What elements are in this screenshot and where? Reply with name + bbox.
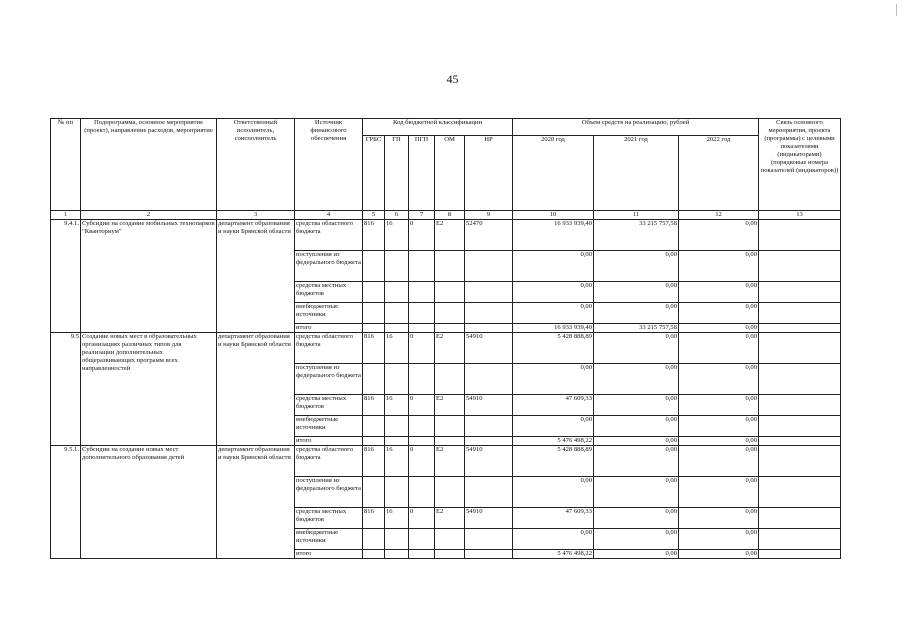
amount-2022: 0,00 [679,364,759,395]
funding-source: средства областного бюджета [295,333,363,364]
amount-2020: 0,00 [513,529,594,550]
code-nr [465,251,513,282]
code-om: E2 [435,333,465,364]
page-number: 45 [446,72,459,86]
code-gp [385,364,409,395]
funding-source: внебюджетные источники [295,416,363,437]
empty-cell [435,550,465,559]
item-number: 9.5.1. [51,446,81,559]
code-nr [465,529,513,550]
amount-2022: 0,00 [679,446,759,477]
header-volume: Объем средств на реализацию, рублей [513,119,759,136]
item-responsible: департамент образования и науки Брянской области [217,333,295,446]
column-number: 11 [594,211,679,220]
code-nr [465,416,513,437]
amount-2020: 0,00 [513,416,594,437]
indicator-link [759,333,841,364]
code-grbs [363,282,385,303]
column-number: 9 [465,211,513,220]
total-y2022: 0,00 [679,437,759,446]
table-row [51,333,841,364]
header-budget-code: Код бюджетной классификации [363,119,513,136]
column-number-row [51,211,841,220]
empty-cell [363,437,385,446]
scan-edge-mark [896,4,897,16]
header-grbs: ГРБС [363,136,385,211]
code-om [435,477,465,508]
code-gp: 16 [385,446,409,477]
total-y2021: 0,00 [594,437,679,446]
total-y2020: 5 476 498,22 [513,437,594,446]
indicator-link [759,508,841,529]
code-grbs [363,529,385,550]
code-grbs: 816 [363,395,385,416]
code-gp [385,303,409,324]
funding-source: внебюджетные источники [295,529,363,550]
amount-2021: 0,00 [594,303,679,324]
funding-source: поступления из федерального бюджета [295,251,363,282]
column-number: 2 [81,211,217,220]
funding-source: внебюджетные источники [295,303,363,324]
code-nr [465,477,513,508]
empty-cell [409,437,435,446]
code-grbs: 816 [363,446,385,477]
code-grbs: 816 [363,508,385,529]
code-om [435,416,465,437]
code-nr: 54910 [465,508,513,529]
code-nr: 54910 [465,395,513,416]
amount-2021: 33 215 757,58 [594,220,679,251]
code-om: E2 [435,446,465,477]
code-pgp [409,303,435,324]
funding-source: средства местных бюджетов [295,508,363,529]
amount-2021: 0,00 [594,508,679,529]
column-number: 3 [217,211,295,220]
funding-source: средства областного бюджета [295,220,363,251]
indicator-link [759,416,841,437]
empty-cell [385,324,409,333]
column-number: 5 [363,211,385,220]
total-y2020: 16 933 939,40 [513,324,594,333]
funding-source: поступления из федерального бюджета [295,477,363,508]
indicator-link [759,220,841,251]
amount-2021: 0,00 [594,364,679,395]
empty-cell [435,324,465,333]
total-label: итого [295,550,363,559]
code-pgp [409,477,435,508]
code-gp [385,416,409,437]
indicator-link [759,395,841,416]
empty-cell [409,324,435,333]
code-pgp [409,282,435,303]
item-responsible: департамент образования и науки Брянской области [217,220,295,333]
code-gp: 16 [385,333,409,364]
code-nr [465,282,513,303]
code-nr: 52470 [465,220,513,251]
header-program: Подпрограмма, основное мероприятие (проект), направление расходов, мероприятие [81,119,217,211]
code-gp: 16 [385,508,409,529]
item-name: Субсидии на создание мобильных технопарков "Кванториум" [81,220,217,333]
code-om [435,251,465,282]
code-om [435,529,465,550]
empty-cell [363,324,385,333]
header-responsible: Ответственный исполнитель, соисполнитель [217,119,295,211]
header-2020: 2020 год [513,136,594,211]
code-nr: 54910 [465,446,513,477]
item-name: Субсидии на создание новых мест дополнительного образования детей [81,446,217,559]
code-pgp [409,364,435,395]
total-label: итого [295,324,363,333]
amount-2020: 47 609,33 [513,508,594,529]
code-grbs [363,251,385,282]
column-number: 1 [51,211,81,220]
code-nr [465,364,513,395]
total-y2020: 5 476 498,22 [513,550,594,559]
code-pgp: 0 [409,220,435,251]
column-number: 6 [385,211,409,220]
amount-2021: 0,00 [594,529,679,550]
column-number: 13 [759,211,841,220]
code-gp [385,251,409,282]
indicator-link [759,477,841,508]
code-om [435,303,465,324]
header-nr: НР [465,136,513,211]
column-number: 10 [513,211,594,220]
header-link: Связь основного мероприятия, проекта (программы) с целевыми показателями (индикаторами) (порядковые номера показателей (индикаторов)) [759,119,841,211]
amount-2020: 5 428 888,89 [513,333,594,364]
total-y2022: 0,00 [679,550,759,559]
header-gp: ГП [385,136,409,211]
header-pgp: ПГП [409,136,435,211]
column-number: 7 [409,211,435,220]
header-2021: 2021 год [594,136,679,211]
amount-2022: 0,00 [679,220,759,251]
item-name: Создание новых мест в образовательных организациях различных типов для реализации дополнительных общеразвивающих программ всех направленностей [81,333,217,446]
code-grbs [363,477,385,508]
indicator-link [759,251,841,282]
amount-2020: 0,00 [513,477,594,508]
code-om [435,282,465,303]
empty-cell [409,550,435,559]
column-number: 8 [435,211,465,220]
amount-2020: 5 428 888,89 [513,446,594,477]
funding-source: средства областного бюджета [295,446,363,477]
code-pgp: 0 [409,395,435,416]
code-pgp [409,529,435,550]
header-num: № пп [51,119,81,211]
code-gp [385,529,409,550]
code-nr [465,303,513,324]
code-pgp: 0 [409,333,435,364]
total-y2021: 33 215 757,58 [594,324,679,333]
item-number: 9.5 [51,333,81,446]
code-gp: 16 [385,220,409,251]
total-y2022: 0,00 [679,324,759,333]
empty-cell [435,437,465,446]
code-gp: 16 [385,395,409,416]
amount-2021: 0,00 [594,395,679,416]
code-grbs [363,416,385,437]
table-row [51,446,841,477]
indicator-link [759,303,841,324]
code-om: E2 [435,508,465,529]
funding-source: поступления из федерального бюджета [295,364,363,395]
amount-2022: 0,00 [679,282,759,303]
header-source: Источник финансового обеспечения [295,119,363,211]
amount-2020: 16 933 939,40 [513,220,594,251]
header-2022: 2022 год [679,136,759,211]
indicator-link [759,324,841,333]
amount-2022: 0,00 [679,251,759,282]
code-grbs: 816 [363,333,385,364]
column-number: 12 [679,211,759,220]
code-om: E2 [435,220,465,251]
header-om: ОМ [435,136,465,211]
amount-2021: 0,00 [594,251,679,282]
indicator-link [759,437,841,446]
amount-2022: 0,00 [679,395,759,416]
table-row [51,220,841,251]
code-grbs: 816 [363,220,385,251]
empty-cell [465,550,513,559]
empty-cell [363,550,385,559]
amount-2022: 0,00 [679,303,759,324]
total-y2021: 0,00 [594,550,679,559]
code-nr: 54910 [465,333,513,364]
amount-2020: 47 609,33 [513,395,594,416]
amount-2021: 0,00 [594,477,679,508]
amount-2022: 0,00 [679,416,759,437]
code-om: E2 [435,395,465,416]
funding-source: средства местных бюджетов [295,395,363,416]
code-om [435,364,465,395]
amount-2021: 0,00 [594,446,679,477]
amount-2022: 0,00 [679,529,759,550]
indicator-link [759,364,841,395]
column-number: 4 [295,211,363,220]
code-pgp [409,416,435,437]
code-pgp: 0 [409,446,435,477]
indicator-link [759,282,841,303]
amount-2022: 0,00 [679,333,759,364]
item-number: 9.4.1. [51,220,81,333]
amount-2021: 0,00 [594,333,679,364]
code-pgp [409,251,435,282]
total-label: итого [295,437,363,446]
empty-cell [385,437,409,446]
code-gp [385,282,409,303]
amount-2021: 0,00 [594,282,679,303]
amount-2022: 0,00 [679,508,759,529]
empty-cell [465,437,513,446]
amount-2020: 0,00 [513,282,594,303]
indicator-link [759,529,841,550]
amount-2021: 0,00 [594,416,679,437]
amount-2020: 0,00 [513,364,594,395]
empty-cell [465,324,513,333]
amount-2022: 0,00 [679,477,759,508]
amount-2020: 0,00 [513,303,594,324]
item-responsible: департамент образования и науки Брянской области [217,446,295,559]
code-grbs [363,303,385,324]
empty-cell [385,550,409,559]
amount-2020: 0,00 [513,251,594,282]
code-gp [385,477,409,508]
code-grbs [363,364,385,395]
indicator-link [759,446,841,477]
budget-table [50,118,841,559]
indicator-link [759,550,841,559]
funding-source: средства местных бюджетов [295,282,363,303]
code-pgp: 0 [409,508,435,529]
